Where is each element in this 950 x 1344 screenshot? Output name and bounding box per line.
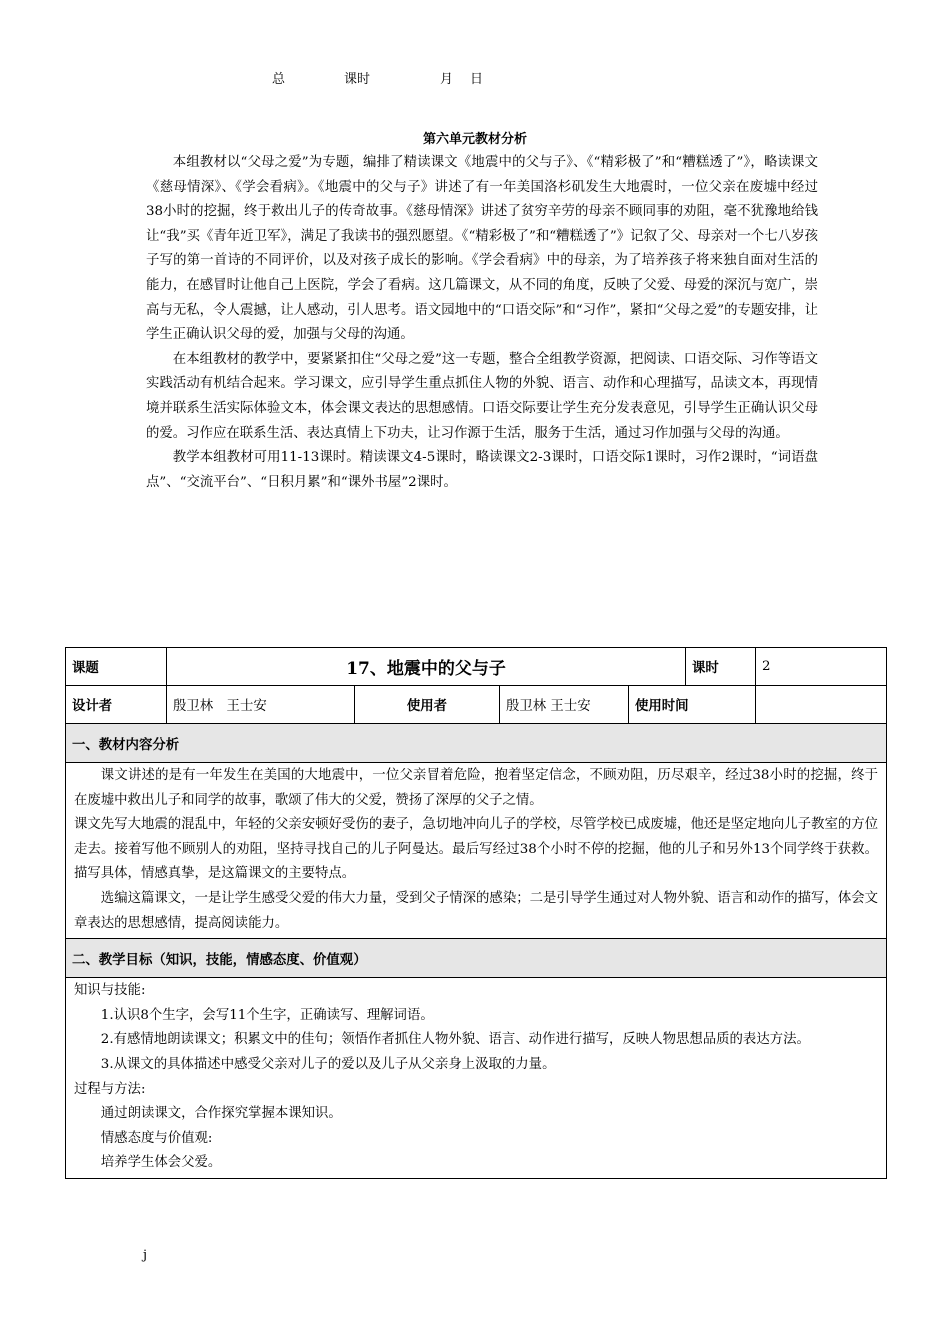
page-header: [272, 68, 483, 87]
time-label: 使用时间: [629, 686, 756, 724]
table-row: [66, 724, 887, 763]
section-content: [66, 978, 887, 1179]
lesson-plan-table: [65, 647, 887, 1179]
section-content: [66, 763, 887, 939]
goal-text: 培养学生体会父爱。: [100, 1155, 222, 1171]
table-row: [66, 978, 887, 1179]
goal-label: 情感态度与价值观:: [100, 1130, 213, 1146]
section-heading: 二、教学目标（知识，技能，情感态度、价值观）: [66, 939, 887, 978]
footer-mark: j: [143, 1248, 148, 1263]
content-paragraph: 课文讲述的是有一年发生在美国的大地震中，一位父亲冒着危险，抱着坚定信念，不顾劝阻，历尽艰辛，经过38小时的挖掘，终于在废墟中救出儿子和同学的故事，歌颂了伟大的父爱，赞扬了深厚的父子之情。: [74, 768, 879, 808]
lesson-label: 课题: [66, 648, 167, 686]
header-yue: 月: [440, 72, 454, 87]
intro-paragraph: 教学本组教材可用11-13课时。精读课文4-5课时，略读课文2-3课时，口语交际1课时，习作2课时，“词语盘点”、“交流平台”、“日积月累”和“课外书屋”2课时。: [146, 450, 818, 490]
intro-paragraph: 本组教材以“父母之爱”为专题，编排了精读课文《地震中的父与子》、《“精彩极了”和“糟糕透了”》，略读课文《慈母情深》、《学会看病》。《地震中的父与子》讲述了有一年美国洛杉矶发生大地震时，一位父亲在废墟中经过38小时的挖掘，终于救出儿子的传奇故事。《慈母情深》讲述了贫穷辛劳的母亲不顾同事的劝阻，毫不犹豫地给钱让“我”买《青年近卫军》，满足了我读书的强烈愿望。《“精彩极了”和“糟糕透了”》记叙了父、母亲对一个七八岁孩子写的第一首诗的不同评价，以及对孩子成长的影响。《学会看病》中的母亲，为了培养孩子将来独自面对生活的能力，在感冒时让他自己上医院，学会了看病。这几篇课文，从不同的角度，反映了父爱、母爱的深沉与宽广，崇高与无私，令人震撼，让人感动，引人思考。语文园地中的“口语交际”和“习作”，紧扣“父母之爱”的专题安排，让学生正确认识父母的爱，加强与父母的沟通。: [146, 155, 818, 343]
unit-intro: [146, 151, 818, 495]
section-heading: 一、教材内容分析: [66, 724, 887, 763]
goal-item: 2.有感情地朗读课文；积累文中的佳句；领悟作者抓住人物外貌、语言、动作进行描写，反映人物思想品质的表达方法。: [100, 1032, 810, 1048]
time-value: [756, 686, 887, 724]
goal-label: 知识与技能:: [74, 983, 146, 999]
table-row: [66, 939, 887, 978]
content-paragraph: 选编这篇课文，一是让学生感受父爱的伟大力量，受到父子情深的感染；二是引导学生通过对人物外貌、语言和动作的描写，体会文章表达的思想感情，提高阅读能力。: [74, 890, 879, 931]
keshi-label: 课时: [686, 648, 756, 686]
table-row: [66, 686, 887, 724]
header-keshi: 课时: [344, 72, 371, 87]
designer-value: 殷卫林 王士安: [167, 686, 355, 724]
designer-label: 设计者: [66, 686, 167, 724]
goal-label: 过程与方法:: [74, 1081, 146, 1097]
goal-text: 通过朗读课文，合作探究掌握本课知识。: [100, 1106, 342, 1122]
goal-item: 1.认识8个生字，会写11个生字，正确读写、理解词语。: [100, 1007, 434, 1023]
user-value: 殷卫林 王士安: [500, 686, 629, 724]
user-label: 使用者: [355, 686, 500, 724]
goal-item: 3.从课文的具体描述中感受父亲对儿子的爱以及儿子从父亲身上汲取的力量。: [100, 1056, 556, 1072]
header-zong: 总: [272, 72, 286, 87]
header-ri: 日: [470, 72, 484, 87]
table-row: [66, 648, 887, 686]
table-row: [66, 763, 887, 939]
keshi-value: 2: [756, 648, 887, 686]
intro-paragraph: 在本组教材的教学中，要紧紧扣住“父母之爱”这一专题，整合全组教学资源，把阅读、口语交际、习作等语文实践活动有机结合起来。学习课文，应引导学生重点抓住人物的外貌、语言、动作和心理描写，品读文本，再现情境并联系生活实际体验文本，体会课文表达的思想感情。口语交际要让学生充分发表意见，引导学生正确认识父母的爱。习作应在联系生活、表达真情上下功夫，让习作源于生活，服务于生活，通过习作加强与父母的沟通。: [146, 351, 818, 441]
lesson-title: 17、地震中的父与子: [167, 648, 686, 686]
content-paragraph: 课文先写大地震的混乱中，年轻的父亲安顿好受伤的妻子，急切地冲向儿子的学校，尽管学校已成废墟，他还是坚定地向儿子教室的方位走去。接着写他不顾别人的劝阻，坚持寻找自己的儿子阿曼达。最后写经过38个小时不停的挖掘，他的儿子和另外13个同学终于获救。描写具体，情感真挚，是这篇课文的主要特点。: [74, 817, 879, 882]
unit-title: 第六单元教材分析: [422, 132, 527, 147]
